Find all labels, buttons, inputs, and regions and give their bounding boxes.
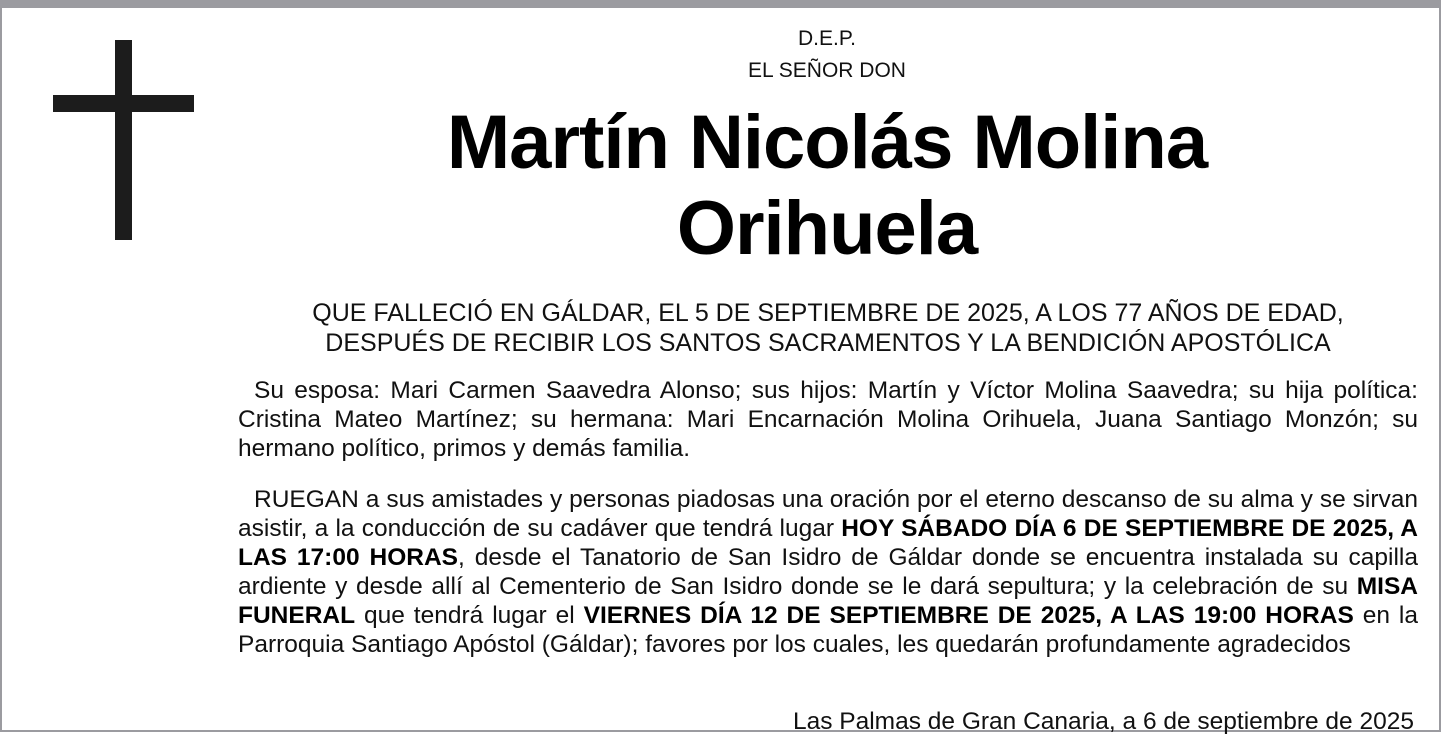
deceased-name-line-1: Martín Nicolás Molina — [446, 100, 1208, 185]
latin-cross-icon — [52, 40, 194, 240]
death-notice-line-2: DESPUÉS DE RECIBIR LOS SANTOS SACRAMENTOS Y LA BENDICIÓN APOSTÓLICA — [325, 329, 1331, 357]
cross-vertical-bar — [115, 40, 132, 240]
place-date-signature: Las Palmas de Gran Canaria, a 6 de septiembre de 2025 — [792, 708, 1414, 735]
honorific-heading: EL SEÑOR DON — [748, 59, 906, 82]
request-text-2: , desde el Tanatorio de San Isidro de Gáldar donde se encuentra instalada su capilla ardiente y desde allí al Cementerio de San Isidro donde se le dará sepultura; y la celebración de su — [238, 544, 1418, 600]
deceased-name — [232, 100, 1422, 272]
funeral-procession-datetime: HOY SÁBADO DÍA 6 DE SEPTIEMBRE DE 2025, A LAS 17:00 HORAS — [238, 515, 1418, 571]
dep-heading: D.E.P. — [798, 27, 856, 50]
death-notice-line-1: QUE FALLECIÓ EN GÁLDAR, EL 5 DE SEPTIEMBRE DE 2025, A LOS 77 AÑOS DE EDAD, — [312, 299, 1344, 327]
funeral-mass-datetime: VIERNES DÍA 12 DE SEPTIEMBRE DE 2025, A LAS 19:00 HORAS — [583, 602, 1354, 629]
death-notice — [238, 298, 1418, 358]
funeral-mass-label: MISA FUNERAL — [238, 573, 1418, 629]
request-paragraph — [238, 485, 1418, 659]
deceased-name-line-2: Orihuela — [676, 186, 978, 271]
request-text-4: en la Parroquia Santiago Apóstol (Gáldar); favores por los cuales, les quedarán profundamente agradecidos — [238, 602, 1418, 658]
family-paragraph: Su esposa: Mari Carmen Saavedra Alonso; sus hijos: Martín y Víctor Molina Saavedra; su hija política: Cristina Mateo Martínez; su hermana: Mari Encarnación Molina Orihuela, Juana Santiago Monzón; su hermano político, primos y demás familia. — [238, 377, 1418, 462]
cross-horizontal-bar — [53, 95, 194, 112]
request-text-3: que tendrá lugar el — [355, 602, 584, 629]
request-text-1: RUEGAN a sus amistades y personas piadosas una oración por el eterno descanso de su alma y se sirvan asistir, a la conducción de su cadáver que tendrá lugar — [238, 486, 1418, 542]
